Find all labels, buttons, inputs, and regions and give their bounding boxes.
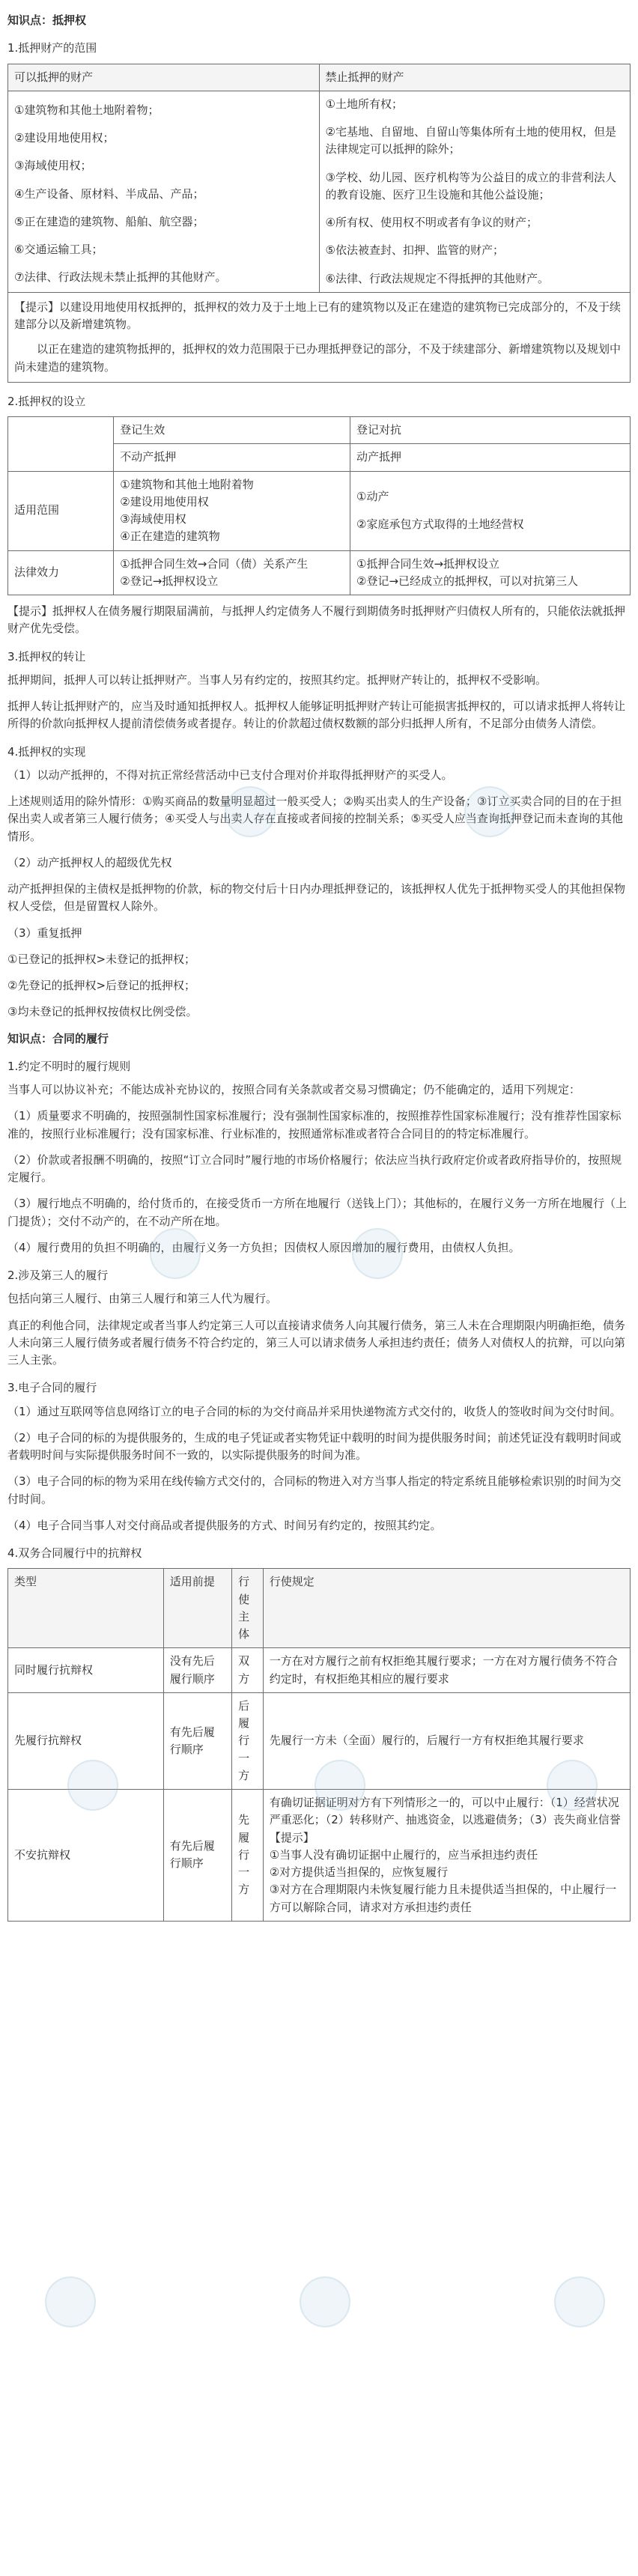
table-header-immovable: 不动产抵押 bbox=[114, 444, 350, 471]
paragraph: （2）价款或者报酬不明确的，按照“订立合同时”履行地的市场价格履行；依法应当执行政府定价或者政府指导价的，按照规定履行。 bbox=[7, 1152, 622, 1184]
table-header-prohibited: 禁止抵押的财产 bbox=[319, 64, 631, 91]
list-item: ⑤依法被查封、扣押、监管的财产； bbox=[325, 243, 504, 258]
list-item: ②登记→已经成立的抵押权，可以对抗第三人 bbox=[356, 574, 579, 588]
subsection-title-defense-rights: 4.双务合同履行中的抗辩权 bbox=[7, 1546, 142, 1560]
paragraph: （4）电子合同当事人对交付商品或者提供服务的方式、时间另有约定的，按照其约定。 bbox=[7, 1518, 442, 1532]
subsection-title-third-party: 2.涉及第三人的履行 bbox=[7, 1269, 109, 1282]
paragraph: （2）动产抵押权人的超级优先权 bbox=[7, 855, 172, 869]
table-header-premise: 适用前提 bbox=[163, 1569, 231, 1648]
list-item: ②家庭承包方式取得的土地经营权 bbox=[356, 517, 524, 531]
rule-line: ①当事人没有确切证据中止履行的，应当承担违约责任 bbox=[269, 1847, 538, 1862]
allowed-property-cell bbox=[8, 91, 320, 292]
watermark-logo bbox=[35, 2267, 106, 2338]
rule-line: ②对方提供适当担保的，应恢复履行 bbox=[269, 1865, 449, 1879]
cell-type: 不安抗辩权 bbox=[8, 1790, 164, 1922]
subsection-title-unclear-terms: 1.约定不明时的履行规则 bbox=[7, 1059, 131, 1073]
rule-line: 有确切证据证明对方有下列情形之一的，可以中止履行：（1）经营状况严重恶化；（2）转移财产、抽逃资金，以逃避债务；（3）丧失商业信誉 bbox=[269, 1796, 621, 1827]
list-item: ④正在建造的建筑物 bbox=[120, 529, 220, 544]
row-label-effect: 法律效力 bbox=[8, 550, 114, 595]
list-item: ①建筑物和其他土地附着物； bbox=[14, 103, 160, 117]
rule-line: 【提示】 bbox=[269, 1830, 315, 1844]
list-item: ④所有权、使用权不明或者有争议的财产； bbox=[325, 216, 538, 229]
mortgage-establishment-table bbox=[7, 416, 631, 595]
list-item: ①抵押合同生效→抵押权设立 bbox=[356, 556, 500, 571]
paragraph: （1）质量要求不明确的，按照强制性国家标准履行；没有强制性国家标准的，按照推荐性国家标准履行；没有推荐性国家标准的，按照行业标准履行；没有国家标准、行业标准的，按照通常标准或者符合合同目的的特定标准履行。 bbox=[7, 1109, 622, 1140]
effect-immovable-cell bbox=[114, 550, 350, 595]
paragraph: 抵押期间，抵押人可以转让抵押财产。当事人另有约定的，按照其约定。抵押财产转让的，抵押权不受影响。 bbox=[7, 672, 547, 687]
list-item: ②登记→抵押权设立 bbox=[120, 574, 219, 588]
paragraph: （3）履行地点不明确的，给付货币的，在接受货币一方所在地履行（送钱上门）；其他标的，在履行义务一方所在地履行（上门提货）；交付不动产的，在不动产所在地。 bbox=[7, 1197, 628, 1228]
tip-box-property-scope bbox=[7, 293, 631, 383]
table-row bbox=[8, 1648, 631, 1693]
subsection-title-property-scope: 1.抵押财产的范围 bbox=[7, 41, 97, 55]
cell-subject: 先履行一方 bbox=[232, 1790, 264, 1922]
cell-premise: 没有先后履行顺序 bbox=[163, 1648, 231, 1693]
cell-subject: 双方 bbox=[232, 1648, 264, 1693]
list-item: ⑦法律、行政法规未禁止抵押的其他财产。 bbox=[14, 270, 227, 285]
scope-immovable-cell bbox=[114, 471, 350, 550]
scope-movable-cell bbox=[350, 471, 631, 550]
table-header-registration-effective: 登记生效 bbox=[114, 417, 350, 444]
cell-type: 同时履行抗辩权 bbox=[8, 1648, 164, 1693]
paragraph: 真正的利他合同，法律规定或者当事人约定第三人可以直接请求债务人向其履行债务，第三人未在合理期限内明确拒绝，债务人未向第三人履行债务或者履行债务不符合约定的，第三人可以请求债务人承担违约责任；债务人对债权人的抗辩，可以向第三人主张。 bbox=[7, 1318, 626, 1367]
effect-movable-cell bbox=[350, 550, 631, 595]
subsection-title-realization: 4.抵押权的实现 bbox=[7, 744, 86, 759]
row-label-scope: 适用范围 bbox=[8, 471, 114, 550]
table-header-rule: 行使规定 bbox=[263, 1569, 630, 1648]
subsection-title-transfer: 3.抵押权的转让 bbox=[7, 649, 86, 663]
cell-premise: 有先后履行顺序 bbox=[163, 1790, 231, 1922]
cell-premise: 有先后履行顺序 bbox=[163, 1692, 231, 1789]
list-item: ②建设用地使用权 bbox=[120, 494, 209, 508]
paragraph: （3）重复抵押 bbox=[7, 926, 82, 940]
paragraph: （4）履行费用的负担不明确的，由履行义务一方负担；因债权人原因增加的履行费用，由债权人负担。 bbox=[7, 1240, 520, 1254]
list-item: ②建设用地使用权； bbox=[14, 131, 115, 145]
list-item: ③学校、幼儿园、医疗机构等为公益目的成立的非营利法人的教育设施、医疗卫生设施和其他公益设施； bbox=[325, 170, 616, 201]
paragraph: 包括向第三人履行、由第三人履行和第三人代为履行。 bbox=[7, 1292, 278, 1306]
table-header-allowed: 可以抵押的财产 bbox=[8, 64, 320, 91]
table-header-movable: 动产抵押 bbox=[350, 444, 631, 471]
cell-rule: 先履行一方未（全面）履行的，后履行一方有权拒绝其履行要求 bbox=[263, 1692, 630, 1789]
list-item: ①建筑物和其他土地附着物 bbox=[120, 477, 254, 491]
watermark-logo bbox=[544, 2267, 616, 2338]
prohibited-property-cell bbox=[319, 91, 631, 292]
table-corner-cell bbox=[8, 417, 114, 472]
paragraph: 上述规则适用的除外情形：①购买商品的数量明显超过一般买受人；②购买出卖人的生产设备；③订立买卖合同的目的在于担保出卖人或者第三人履行债务；④买受人与出卖人存在直接或者间接的控制关系；⑤买受人应当查询抵押登记而未查询的其他情形。 bbox=[7, 795, 623, 843]
tip-text: 【提示】以建设用地使用权抵押的，抵押权的效力及于土地上已有的建筑物以及正在建造的建筑物已完成部分的，不及于续建部分以及新增建筑物。 bbox=[14, 300, 622, 331]
watermark-logo bbox=[290, 2267, 361, 2338]
list-item: ⑤正在建造的建筑物、船舶、航空器； bbox=[14, 214, 204, 228]
table-header-registration-against: 登记对抗 bbox=[350, 417, 631, 444]
paragraph: （2）电子合同的标的为提供服务的，生成的电子凭证或者实物凭证中载明的时间为提供服务时间；前述凭证没有载明时间或者载明时间与实际提供服务时间不一致的，以实际提供服务的时间为准。 bbox=[7, 1430, 622, 1462]
tip-text: 以正在建造的建筑物抵押的，抵押权的效力范围限于已办理抵押登记的部分，不及于续建部分、新增建筑物以及规划中尚未建造的建筑物。 bbox=[14, 342, 622, 374]
defense-rights-table bbox=[7, 1568, 631, 1922]
paragraph: （1）通过互联网等信息网络订立的电子合同的标的为交付商品并采用快递物流方式交付的，收货人的签收时间为交付时间。 bbox=[7, 1404, 622, 1418]
cell-subject: 后履行一方 bbox=[232, 1692, 264, 1789]
paragraph: ①已登记的抵押权>未登记的抵押权； bbox=[7, 952, 196, 966]
paragraph: 抵押人转让抵押财产的，应当及时通知抵押权人。抵押权人能够证明抵押财产转让可能损害抵押权的，可以请求抵押人将转让所得的价款向抵押权人提前清偿债务或者提存。转让的价款超过债权数额的部分归抵押人所有，不足部分由债务人清偿。 bbox=[7, 699, 626, 731]
subsection-title-establishment: 2.抵押权的设立 bbox=[7, 394, 86, 408]
list-item: ①动产 bbox=[356, 489, 389, 503]
list-item: ③海域使用权； bbox=[14, 159, 92, 173]
paragraph: ③均未登记的抵押权按债权比例受偿。 bbox=[7, 1005, 198, 1019]
subsection-title-e-contract: 3.电子合同的履行 bbox=[7, 1381, 97, 1395]
list-item: ④生产设备、原材料、半成品、产品； bbox=[14, 186, 204, 201]
paragraph: （3）电子合同的标的物为采用在线传输方式交付的，合同标的物进入对方当事人指定的特定系统且能够检索识别的时间为交付时间。 bbox=[7, 1474, 622, 1506]
paragraph: （1）以动产抵押的，不得对抗正常经营活动中已支付合理对价并取得抵押财产的买受人。 bbox=[7, 768, 453, 782]
tip-text: 【提示】抵押权人在债务履行期限届满前，与抵押人约定债务人不履行到期债务时抵押财产归债权人所有的，只能依法就抵押财产优先受偿。 bbox=[7, 604, 626, 636]
cell-rule: 一方在对方履行之前有权拒绝其履行要求；一方在对方履行债务不符合约定时，有权拒绝其相应的履行要求 bbox=[263, 1648, 630, 1693]
section-heading-performance: 知识点：合同的履行 bbox=[7, 1031, 109, 1045]
list-item: ⑥法律、行政法规规定不得抵押的其他财产。 bbox=[325, 271, 549, 285]
mortgage-property-table bbox=[7, 64, 631, 293]
cell-type: 先履行抗辩权 bbox=[8, 1692, 164, 1789]
list-item: ①抵押合同生效→合同（债）关系产生 bbox=[120, 556, 309, 571]
rule-line: ③对方在合理期限内未恢复履行能力且未提供适当担保的，中止履行一方可以解除合同，请求对方承担违约责任 bbox=[269, 1883, 617, 1914]
paragraph: ②先登记的抵押权>后登记的抵押权； bbox=[7, 979, 196, 992]
list-item: ①土地所有权； bbox=[325, 97, 403, 111]
paragraph: 动产抵押担保的主债权是抵押物的价款，标的物交付后十日内办理抵押登记的，该抵押权人优先于抵押物买受人的其他担保物权人受偿，但是留置权人除外。 bbox=[7, 882, 626, 914]
table-header-type: 类型 bbox=[8, 1569, 164, 1648]
list-item: ③海域使用权 bbox=[120, 512, 186, 526]
section-heading-mortgage: 知识点：抵押权 bbox=[7, 13, 87, 27]
paragraph: 当事人可以协议补充；不能达成补充协议的，按照合同有关条款或者交易习惯确定；仍不能确定的，适用下列规定： bbox=[7, 1083, 581, 1096]
table-header-subject: 行使主体 bbox=[232, 1569, 264, 1648]
list-item: ②宅基地、自留地、自留山等集体所有土地的使用权，但是法律规定可以抵押的除外； bbox=[325, 125, 616, 157]
list-item: ⑥交通运输工具； bbox=[14, 243, 103, 256]
